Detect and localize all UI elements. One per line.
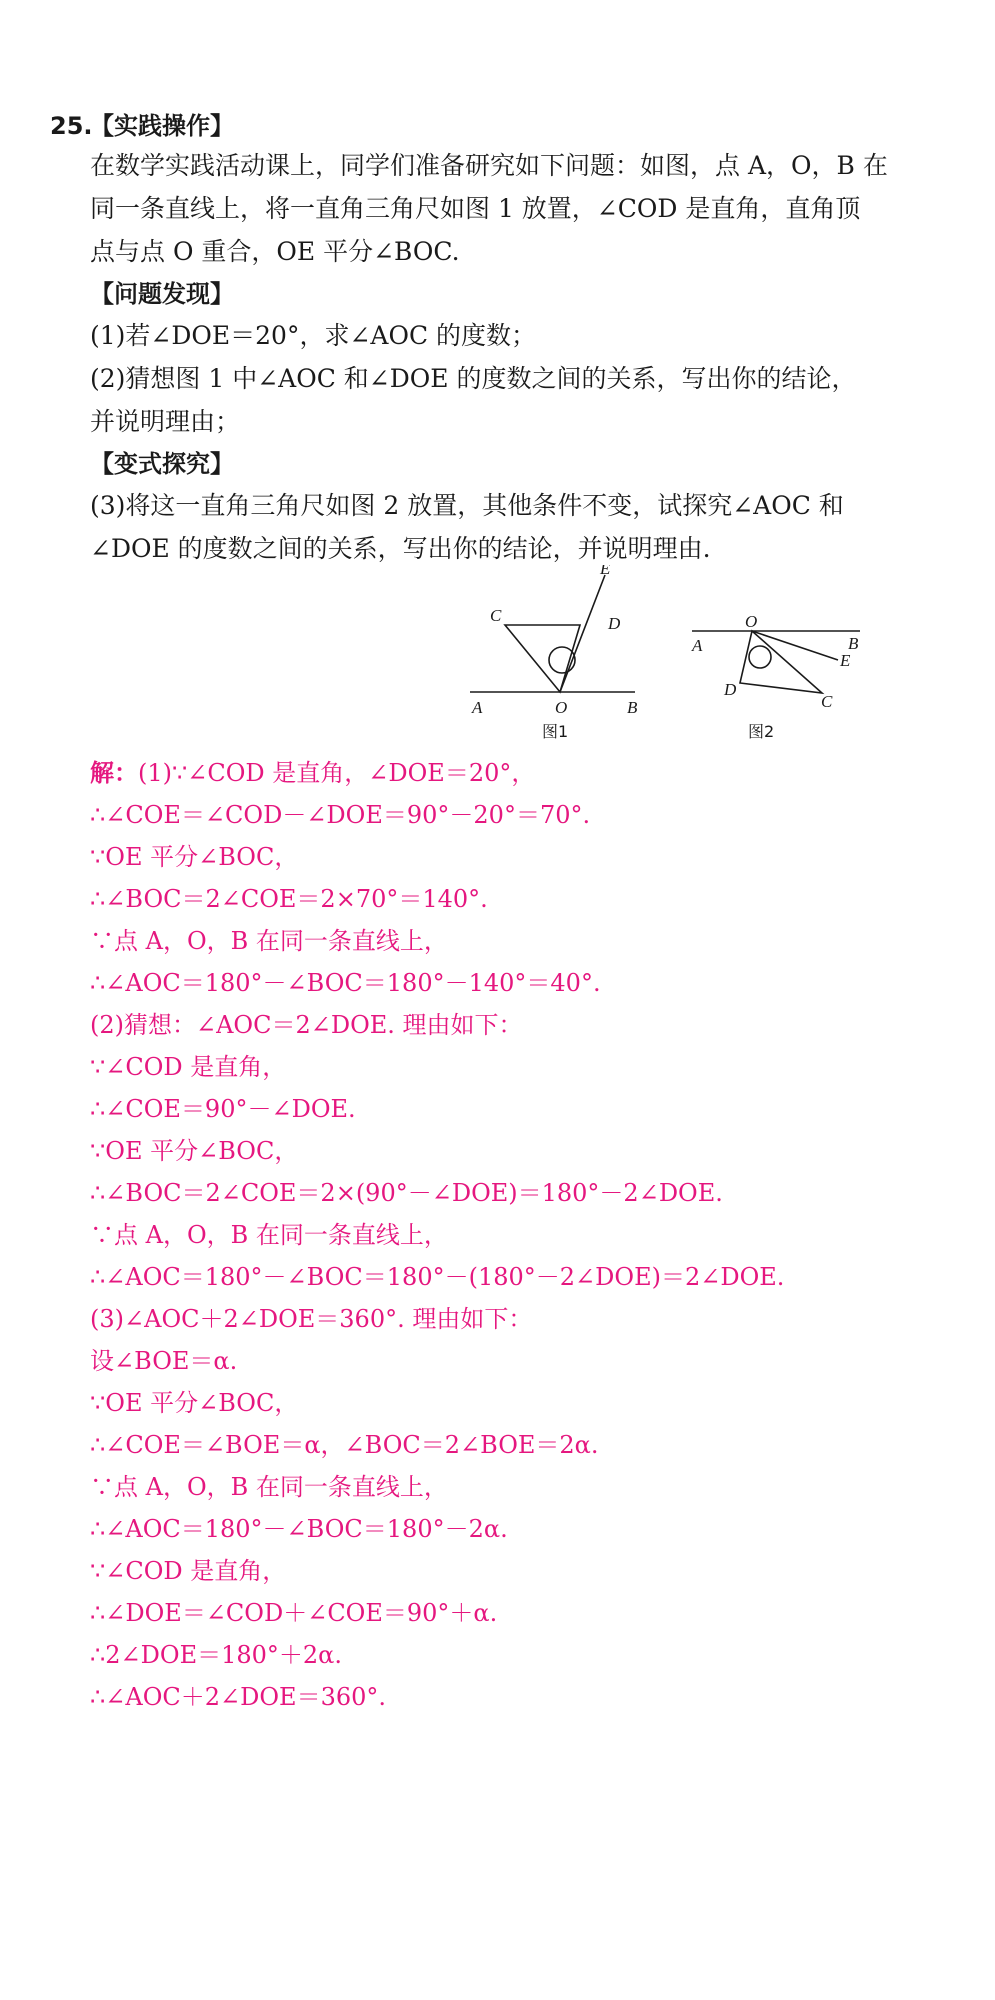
figure-1 xyxy=(470,575,635,692)
fig1-label-d: D xyxy=(608,614,621,633)
solution-line-17: ∴∠COE＝∠BOE＝α，∠BOC＝2∠BOE＝2α. xyxy=(90,1431,599,1459)
figures xyxy=(460,565,900,745)
question-3-line-1: (3)将这一直角三角尺如图 2 放置，其他条件不变，试探究∠AOC 和 xyxy=(90,491,844,520)
solution-line-6: ∴∠AOC＝180°－∠BOC＝180°－140°＝40°. xyxy=(90,969,601,997)
fig2-ray-oe xyxy=(752,631,838,660)
solution-line-13: ∴∠AOC＝180°－∠BOC＝180°－(180°－2∠DOE)＝2∠DOE. xyxy=(90,1263,785,1291)
fig2-label-c: C xyxy=(821,692,833,711)
solution-line-9: ∴∠COE＝90°－∠DOE. xyxy=(90,1095,356,1123)
solution-line-15: 设∠BOE＝α. xyxy=(90,1347,238,1375)
question-2-line-2: 并说明理由； xyxy=(90,407,241,436)
section-title-variation: 【变式探究】 xyxy=(90,450,234,478)
fig2-label-b: B xyxy=(848,634,859,653)
solution-line-4: ∴∠BOC＝2∠COE＝2×70°＝140°. xyxy=(90,885,488,913)
fig1-label-a: A xyxy=(472,698,483,717)
solution-line-23: ∴∠AOC＋2∠DOE＝360°. xyxy=(90,1683,387,1711)
intro-line-3: 点与点 O 重合，OE 平分∠BOC. xyxy=(90,237,460,266)
question-2-line-1: (2)猜想图 1 中∠AOC 和∠DOE 的度数之间的关系，写出你的结论， xyxy=(90,364,857,393)
figure-2 xyxy=(692,631,860,693)
solution-line-21: ∴∠DOE＝∠COD＋∠COE＝90°＋α. xyxy=(90,1599,498,1627)
fig1-label-o: O xyxy=(555,698,568,717)
fig2-caption: 图2 xyxy=(748,722,775,741)
fig2-label-a: A xyxy=(692,636,703,655)
fig1-triangle xyxy=(505,625,580,692)
section-title-practice: 【实践操作】 xyxy=(90,112,234,140)
solution-line-20: ∵∠COD 是直角， xyxy=(90,1557,287,1585)
problem-number: 25. xyxy=(50,112,93,140)
solution-line-19: ∴∠AOC＝180°－∠BOC＝180°－2α. xyxy=(90,1515,508,1543)
solution-line-7: (2)猜想：∠AOC＝2∠DOE. 理由如下： xyxy=(90,1011,523,1039)
fig1-hole xyxy=(549,647,575,673)
fig1-label-b: B xyxy=(627,698,638,717)
solution-line-16: ∵OE 平分∠BOC， xyxy=(90,1389,299,1417)
fig2-label-e: E xyxy=(840,651,851,670)
fig1-caption: 图1 xyxy=(542,722,569,741)
section-title-discovery: 【问题发现】 xyxy=(90,280,234,308)
fig2-hole xyxy=(749,646,771,668)
intro-line-2: 同一条直线上，将一直角三角尺如图 1 放置，∠COD 是直角，直角顶 xyxy=(90,194,861,223)
solution-line-10: ∵OE 平分∠BOC， xyxy=(90,1137,299,1165)
solution-line-18: ∵点 A，O，B 在同一条直线上， xyxy=(90,1473,448,1501)
solution-prefix: 解： xyxy=(90,758,138,787)
solution-line-12: ∵点 A，O，B 在同一条直线上， xyxy=(90,1221,448,1249)
fig1-label-c: C xyxy=(490,606,502,625)
fig1-ray-oe xyxy=(560,575,605,692)
solution-line-2: ∴∠COE＝∠COD－∠DOE＝90°－20°＝70°. xyxy=(90,801,591,829)
intro-line-1: 在数学实践活动课上，同学们准备研究如下问题：如图，点 A，O，B 在 xyxy=(90,151,888,180)
geometry-figures xyxy=(460,565,900,745)
solution-line-14: (3)∠AOC＋2∠DOE＝360°. 理由如下： xyxy=(90,1305,533,1333)
question-1: (1)若∠DOE＝20°，求∠AOC 的度数； xyxy=(90,321,537,350)
fig1-label-e: E xyxy=(600,565,611,578)
question-3-line-2: ∠DOE 的度数之间的关系，写出你的结论，并说明理由. xyxy=(90,534,711,563)
solution-line-22: ∴2∠DOE＝180°＋2α. xyxy=(90,1641,342,1669)
fig2-label-d: D xyxy=(724,680,737,699)
fig2-label-o: O xyxy=(745,612,758,631)
solution-line-8: ∵∠COD 是直角， xyxy=(90,1053,287,1081)
solution-line-11: ∴∠BOC＝2∠COE＝2×(90°－∠DOE)＝180°－2∠DOE. xyxy=(90,1179,723,1207)
solution-line-1: 解：(1)∵∠COD 是直角，∠DOE＝20°， xyxy=(90,758,536,787)
solution-line-3: ∵OE 平分∠BOC， xyxy=(90,843,299,871)
solution-line-5: ∵点 A，O，B 在同一条直线上， xyxy=(90,927,448,955)
